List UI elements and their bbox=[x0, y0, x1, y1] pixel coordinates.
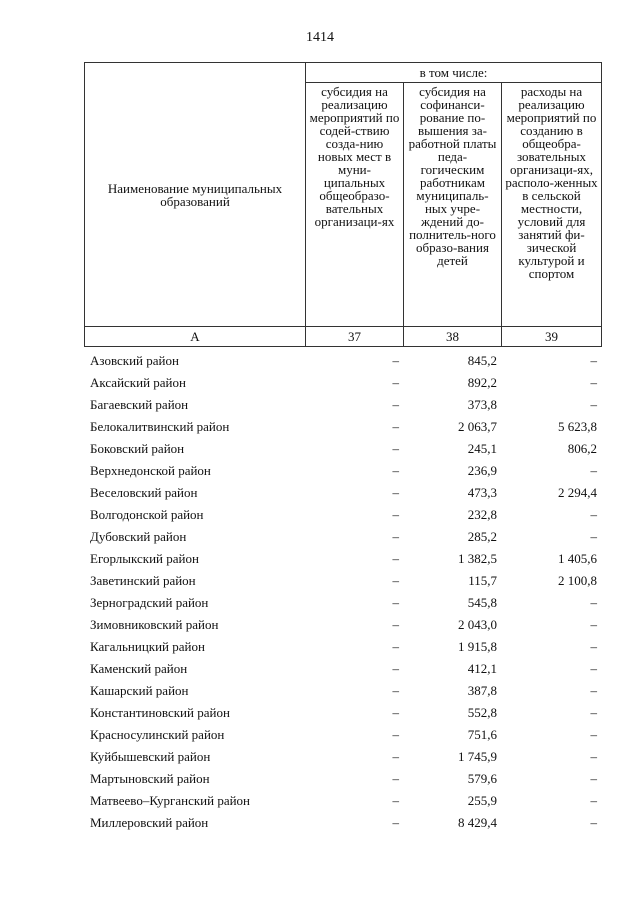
header-col-37: субсидия на реализацию мероприятий по содей-ствию созда-нию новых мест в муни-ципальных общеобразо-вательных организаци-ях bbox=[306, 83, 404, 327]
row-col-37: – bbox=[392, 727, 399, 742]
table-row bbox=[84, 614, 601, 636]
row-col-38: 2 043,0 bbox=[458, 617, 497, 632]
row-col-39: – bbox=[590, 727, 597, 742]
row-col-38: 751,6 bbox=[467, 727, 497, 742]
row-name: Мартыновский район bbox=[90, 771, 210, 786]
row-col-37: – bbox=[392, 353, 399, 368]
row-col-38: 285,2 bbox=[467, 529, 497, 544]
row-col-39: – bbox=[590, 793, 597, 808]
row-name: Верхнедонской район bbox=[90, 463, 211, 478]
row-col-37: – bbox=[392, 551, 399, 566]
row-name: Дубовский район bbox=[90, 529, 187, 544]
row-col-39: – bbox=[590, 661, 597, 676]
row-col-37: – bbox=[392, 573, 399, 588]
row-col-39: – bbox=[590, 507, 597, 522]
row-col-37: – bbox=[392, 815, 399, 830]
col-letter-a: А bbox=[85, 327, 306, 347]
row-col-37: – bbox=[392, 419, 399, 434]
row-col-39: 806,2 bbox=[567, 441, 597, 456]
col-letter-39: 39 bbox=[502, 327, 602, 347]
row-col-39: 2 294,4 bbox=[558, 485, 597, 500]
row-col-38: 473,3 bbox=[467, 485, 497, 500]
row-col-37: – bbox=[392, 617, 399, 632]
row-col-38: 892,2 bbox=[467, 375, 497, 390]
table-row bbox=[84, 438, 601, 460]
row-col-39: – bbox=[590, 463, 597, 478]
row-col-37: – bbox=[392, 639, 399, 654]
row-col-39: – bbox=[590, 705, 597, 720]
row-col-38: 1 745,9 bbox=[458, 749, 497, 764]
row-col-39: – bbox=[590, 617, 597, 632]
table-row bbox=[84, 702, 601, 724]
table-row bbox=[84, 394, 601, 416]
row-col-38: 232,8 bbox=[467, 507, 497, 522]
row-col-37: – bbox=[392, 485, 399, 500]
row-name: Матвеево–Курганский район bbox=[90, 793, 251, 808]
table-header bbox=[84, 62, 602, 347]
row-col-38: 373,8 bbox=[467, 397, 497, 412]
table-row bbox=[84, 570, 601, 592]
row-name: Волгодонской район bbox=[90, 507, 204, 522]
row-col-38: 2 063,7 bbox=[458, 419, 497, 434]
row-col-37: – bbox=[392, 771, 399, 786]
row-col-37: – bbox=[392, 507, 399, 522]
table-row bbox=[84, 482, 601, 504]
row-col-37: – bbox=[392, 397, 399, 412]
row-name: Заветинский район bbox=[90, 573, 196, 588]
table-row bbox=[84, 526, 601, 548]
row-col-39: – bbox=[590, 749, 597, 764]
row-col-38: 245,1 bbox=[467, 441, 497, 456]
row-col-38: 8 429,4 bbox=[458, 815, 497, 830]
row-col-39: 5 623,8 bbox=[558, 419, 597, 434]
row-col-39: – bbox=[590, 353, 597, 368]
row-col-39: – bbox=[590, 529, 597, 544]
row-col-38: 255,9 bbox=[467, 793, 497, 808]
row-col-37: – bbox=[392, 683, 399, 698]
row-col-38: 387,8 bbox=[467, 683, 497, 698]
row-name: Веселовский район bbox=[90, 485, 198, 500]
row-col-37: – bbox=[392, 529, 399, 544]
table-row bbox=[84, 680, 601, 702]
row-col-38: 552,8 bbox=[467, 705, 497, 720]
table-row bbox=[84, 812, 601, 834]
col-letter-37: 37 bbox=[306, 327, 404, 347]
row-col-37: – bbox=[392, 705, 399, 720]
row-name: Кагальницкий район bbox=[90, 639, 205, 654]
row-name: Красносулинский район bbox=[90, 727, 225, 742]
row-col-37: – bbox=[392, 661, 399, 676]
header-group-label: в том числе: bbox=[306, 63, 602, 83]
row-name: Азовский район bbox=[90, 353, 179, 368]
row-name: Боковский район bbox=[90, 441, 185, 456]
row-name: Константиновский район bbox=[90, 705, 230, 720]
header-name-column: Наименование муниципальных образований bbox=[85, 63, 306, 327]
row-col-39: – bbox=[590, 639, 597, 654]
row-col-37: – bbox=[392, 463, 399, 478]
table-row bbox=[84, 592, 601, 614]
row-col-37: – bbox=[392, 595, 399, 610]
row-col-39: – bbox=[590, 771, 597, 786]
row-col-38: 412,1 bbox=[467, 661, 497, 676]
row-name: Егорлыкский район bbox=[90, 551, 199, 566]
row-name: Каменский район bbox=[90, 661, 188, 676]
table-row bbox=[84, 350, 601, 372]
row-col-37: – bbox=[392, 375, 399, 390]
row-col-37: – bbox=[392, 441, 399, 456]
data-table bbox=[84, 350, 601, 834]
row-col-37: – bbox=[392, 749, 399, 764]
row-col-39: – bbox=[590, 595, 597, 610]
row-name: Кашарский район bbox=[90, 683, 189, 698]
row-col-38: 845,2 bbox=[467, 353, 497, 368]
row-col-38: 236,9 bbox=[467, 463, 497, 478]
row-col-39: – bbox=[590, 397, 597, 412]
row-name: Белокалитвинский район bbox=[90, 419, 230, 434]
row-col-38: 115,7 bbox=[468, 573, 497, 588]
table-row bbox=[84, 658, 601, 680]
row-name: Аксайский район bbox=[90, 375, 186, 390]
row-col-39: 2 100,8 bbox=[558, 573, 597, 588]
table-row bbox=[84, 768, 601, 790]
table-row bbox=[84, 746, 601, 768]
row-col-39: 1 405,6 bbox=[558, 551, 597, 566]
row-col-39: – bbox=[590, 375, 597, 390]
row-name: Миллеровский район bbox=[90, 815, 209, 830]
row-col-38: 579,6 bbox=[467, 771, 497, 786]
header-col-38: субсидия на софинанси-рование по-вышения за-работной платы педа-гогическим работникам муниципаль-ных учре-ждений до-полнитель-ного образо-вания детей bbox=[404, 83, 502, 327]
col-letter-38: 38 bbox=[404, 327, 502, 347]
table-row bbox=[84, 548, 601, 570]
table-row bbox=[84, 504, 601, 526]
table-row bbox=[84, 372, 601, 394]
row-name: Зимовниковский район bbox=[90, 617, 219, 632]
row-col-38: 1 382,5 bbox=[458, 551, 497, 566]
table-row bbox=[84, 416, 601, 438]
row-name: Зерноградский район bbox=[90, 595, 209, 610]
row-col-38: 545,8 bbox=[467, 595, 497, 610]
row-col-38: 1 915,8 bbox=[458, 639, 497, 654]
table-row bbox=[84, 790, 601, 812]
page-number: 1414 bbox=[306, 30, 334, 45]
row-name: Багаевский район bbox=[90, 397, 189, 412]
row-col-39: – bbox=[590, 815, 597, 830]
row-col-39: – bbox=[590, 683, 597, 698]
table-row bbox=[84, 460, 601, 482]
header-col-39: расходы на реализацию мероприятий по созданию в общеобра-зовательных организаци-ях, располо-женных в сельской местности, условий для занятий фи-зической культурой и спортом bbox=[502, 83, 602, 327]
row-col-37: – bbox=[392, 793, 399, 808]
row-name: Куйбышевский район bbox=[90, 749, 211, 764]
table-row bbox=[84, 724, 601, 746]
table-row bbox=[84, 636, 601, 658]
